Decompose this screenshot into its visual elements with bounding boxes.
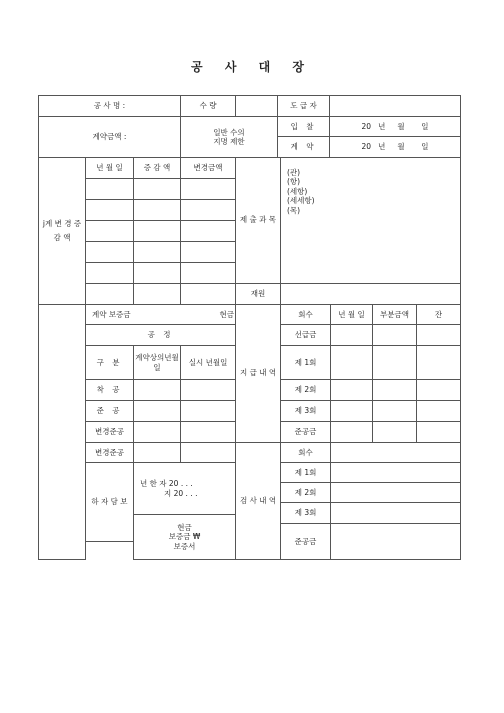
schedule-header: 공 정 [86, 325, 236, 346]
header-table [38, 95, 461, 117]
defect-deposit: 현금 보증금 ₩ 보증서 [134, 515, 236, 560]
payment-partial-header: 부분금액 [373, 305, 417, 325]
defect-period: 년 한 자 20 . . . 지 20 . . . [134, 463, 236, 515]
start-label: 착 공 [86, 380, 134, 401]
pay-second-label: 제 2회 [281, 380, 331, 401]
subject-label: 제 출 과 목 [236, 158, 281, 284]
change-col-date: 년 월 일 [86, 158, 134, 179]
inspection-label: 검 사 내 역 [236, 443, 281, 560]
contract-amount-label: 계약금액 : [39, 117, 181, 158]
pay-completion-label: 준공금 [281, 422, 331, 443]
quantity-value [236, 96, 278, 117]
changed-completion-1-label: 변경준공 [86, 422, 134, 443]
defect-guarantee-label: 하 자 담 보 [86, 463, 134, 542]
bottom-side-blank [39, 305, 86, 560]
inspection-times-value [331, 443, 461, 463]
contractor-value [330, 96, 461, 117]
completion-label: 준 공 [86, 401, 134, 422]
quantity-label: 수 량 [181, 96, 236, 117]
contract-date-header: 계약상의년월일 [134, 346, 181, 380]
changed-completion-2-label: 변경준공 [86, 443, 134, 463]
payment-times-header: 회수 [281, 305, 331, 325]
actual-date-header: 실시 년월일 [181, 346, 236, 380]
contract-deposit-label: 계약 보증금 [86, 305, 181, 325]
payment-label: 지 급 내 역 [236, 305, 281, 443]
fund-label: 재원 [236, 284, 281, 305]
contract-deposit-cash: 현금 [181, 305, 236, 325]
contract-table [38, 116, 461, 158]
contract-method: 일반 수의 지명 제한 [181, 117, 278, 158]
document-title: 공 사 대 장 [191, 60, 313, 74]
insp-second-label: 제 2회 [281, 483, 331, 503]
bid-label: 입 찰 [278, 117, 330, 137]
payment-date-header: 년 월 일 [331, 305, 373, 325]
fund-value [281, 284, 461, 305]
division-label: 구 분 [86, 346, 134, 380]
change-col-changed: 변경금액 [181, 158, 236, 179]
insp-completion-label: 준공금 [281, 524, 331, 560]
change-table [38, 157, 461, 305]
insp-third-label: 제 3회 [281, 503, 331, 524]
pay-first-label: 제 1회 [281, 346, 331, 380]
change-col-delta: 증 감 액 [134, 158, 181, 179]
pay-third-label: 제 3회 [281, 401, 331, 422]
advance-label: 선급금 [281, 325, 331, 346]
contractor-label: 도 급 자 [278, 96, 330, 117]
payment-balance-header: 잔 [417, 305, 461, 325]
contract-date: 20 년 월 일 [330, 137, 461, 158]
change-side-label: j계 변 경 증 감 액 [39, 158, 86, 305]
insp-first-label: 제 1회 [281, 463, 331, 483]
contract-label: 계 약 [278, 137, 330, 158]
inspection-times-label: 회수 [281, 443, 331, 463]
payment-table [38, 304, 461, 560]
subject-list: (관) (항) (세항) (세세항) (목) [281, 158, 461, 284]
project-name-label: 공 사 명 : [39, 96, 181, 117]
bid-date: 20 년 월 일 [330, 117, 461, 137]
